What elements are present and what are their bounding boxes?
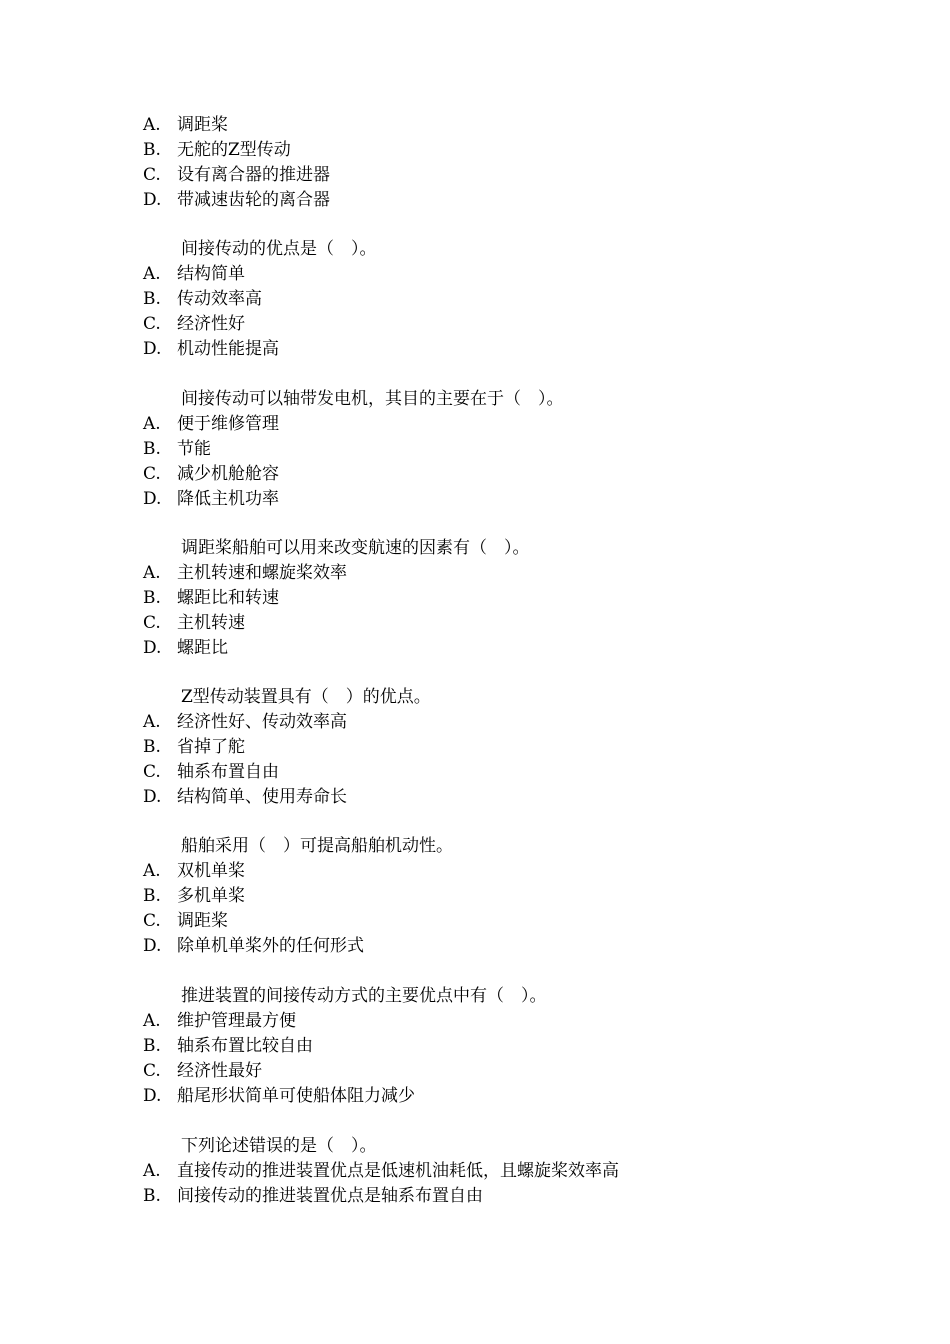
option-d xyxy=(143,785,843,810)
option-c xyxy=(143,611,843,636)
option-b xyxy=(143,138,843,163)
option-text: 机动性能提高 xyxy=(177,339,279,359)
option-b xyxy=(143,437,843,462)
option-a xyxy=(143,1159,843,1184)
option-letter: A. xyxy=(143,861,161,881)
option-d xyxy=(143,934,843,959)
option-c xyxy=(143,1059,843,1084)
option-text: 便于维修管理 xyxy=(177,414,279,434)
option-a xyxy=(143,561,843,586)
option-text: 螺距比 xyxy=(177,638,228,658)
option-text: 直接传动的推进装置优点是低速机油耗低，且螺旋桨效率高 xyxy=(177,1161,619,1181)
option-letter: C. xyxy=(143,613,161,633)
option-letter: B. xyxy=(143,886,161,906)
question-stem: 推进装置的间接传动方式的主要优点中有（ ）。 xyxy=(181,986,547,1006)
option-text: 主机转速 xyxy=(177,613,245,633)
option-text: 间接传动的推进装置优点是轴系布置自由 xyxy=(177,1186,483,1206)
option-text: 减少机舱舱容 xyxy=(177,464,279,484)
option-b xyxy=(143,735,843,760)
option-d xyxy=(143,337,843,362)
option-text: 调距桨 xyxy=(177,911,228,931)
option-a xyxy=(143,262,843,287)
option-text: 降低主机功率 xyxy=(177,489,279,509)
option-text: 经济性好、传动效率高 xyxy=(177,712,347,732)
option-letter: A. xyxy=(143,712,161,732)
option-b xyxy=(143,884,843,909)
option-text: 调距桨 xyxy=(177,115,228,135)
option-text: 船尾形状简单可使船体阻力减少 xyxy=(177,1086,415,1106)
option-a xyxy=(143,113,843,138)
option-a xyxy=(143,710,843,735)
option-letter: B. xyxy=(143,289,161,309)
option-letter: A. xyxy=(143,563,161,583)
option-a xyxy=(143,412,843,437)
option-letter: D. xyxy=(143,190,162,210)
option-c xyxy=(143,312,843,337)
question-stem: 下列论述错误的是（ ）。 xyxy=(181,1136,377,1156)
option-text: 螺距比和转速 xyxy=(177,588,279,608)
option-letter: C. xyxy=(143,165,161,185)
option-text: 结构简单、使用寿命长 xyxy=(177,787,347,807)
option-d xyxy=(143,188,843,213)
option-text: 设有离合器的推进器 xyxy=(177,165,330,185)
question-block-0 xyxy=(143,113,843,213)
option-letter: B. xyxy=(143,439,161,459)
option-text: 维护管理最方便 xyxy=(177,1011,296,1031)
option-b xyxy=(143,1184,843,1209)
option-letter: A. xyxy=(143,414,161,434)
option-d xyxy=(143,1084,843,1109)
option-a xyxy=(143,859,843,884)
option-c xyxy=(143,760,843,785)
option-b xyxy=(143,1034,843,1059)
option-letter: D. xyxy=(143,1086,162,1106)
option-letter: A. xyxy=(143,264,161,284)
option-text: 双机单桨 xyxy=(177,861,245,881)
option-text: 无舵的Z型传动 xyxy=(177,140,291,160)
option-text: 带减速齿轮的离合器 xyxy=(177,190,330,210)
option-text: 主机转速和螺旋桨效率 xyxy=(177,563,347,583)
option-b xyxy=(143,287,843,312)
option-letter: A. xyxy=(143,1161,161,1181)
question-stem: 间接传动的优点是（ ）。 xyxy=(181,239,377,259)
question-block-3 xyxy=(143,536,843,661)
option-d xyxy=(143,487,843,512)
option-c xyxy=(143,163,843,188)
question-block-7 xyxy=(143,1134,843,1209)
option-letter: D. xyxy=(143,339,162,359)
question-stem: 调距桨船舶可以用来改变航速的因素有（ ）。 xyxy=(181,538,530,558)
option-c xyxy=(143,462,843,487)
option-text: 省掉了舵 xyxy=(177,737,245,757)
option-letter: D. xyxy=(143,787,162,807)
option-text: 轴系布置比较自由 xyxy=(177,1036,313,1056)
option-letter: A. xyxy=(143,115,161,135)
option-text: 经济性好 xyxy=(177,314,245,334)
question-stem: 船舶采用（ ）可提高船舶机动性。 xyxy=(181,836,453,856)
option-d xyxy=(143,636,843,661)
question-block-6 xyxy=(143,984,843,1109)
option-letter: D. xyxy=(143,489,162,509)
option-a xyxy=(143,1009,843,1034)
question-block-5 xyxy=(143,834,843,959)
question-stem: Z型传动装置具有（ ）的优点。 xyxy=(181,687,431,707)
option-letter: A. xyxy=(143,1011,161,1031)
option-text: 轴系布置自由 xyxy=(177,762,279,782)
option-c xyxy=(143,909,843,934)
option-letter: B. xyxy=(143,588,161,608)
option-text: 结构简单 xyxy=(177,264,245,284)
option-letter: C. xyxy=(143,1061,161,1081)
question-block-1 xyxy=(143,237,843,362)
question-stem: 间接传动可以轴带发电机，其目的主要在于（ ）。 xyxy=(181,389,564,409)
option-letter: C. xyxy=(143,762,161,782)
option-letter: B. xyxy=(143,140,161,160)
option-letter: B. xyxy=(143,1186,161,1206)
option-text: 除单机单桨外的任何形式 xyxy=(177,936,364,956)
option-letter: D. xyxy=(143,936,162,956)
option-letter: B. xyxy=(143,737,161,757)
option-letter: D. xyxy=(143,638,162,658)
option-b xyxy=(143,586,843,611)
question-block-2 xyxy=(143,387,843,512)
option-letter: C. xyxy=(143,464,161,484)
option-text: 多机单桨 xyxy=(177,886,245,906)
option-letter: C. xyxy=(143,911,161,931)
option-text: 节能 xyxy=(177,439,211,459)
question-block-4 xyxy=(143,685,843,810)
option-text: 传动效率高 xyxy=(177,289,262,309)
option-text: 经济性最好 xyxy=(177,1061,262,1081)
option-letter: B. xyxy=(143,1036,161,1056)
option-letter: C. xyxy=(143,314,161,334)
